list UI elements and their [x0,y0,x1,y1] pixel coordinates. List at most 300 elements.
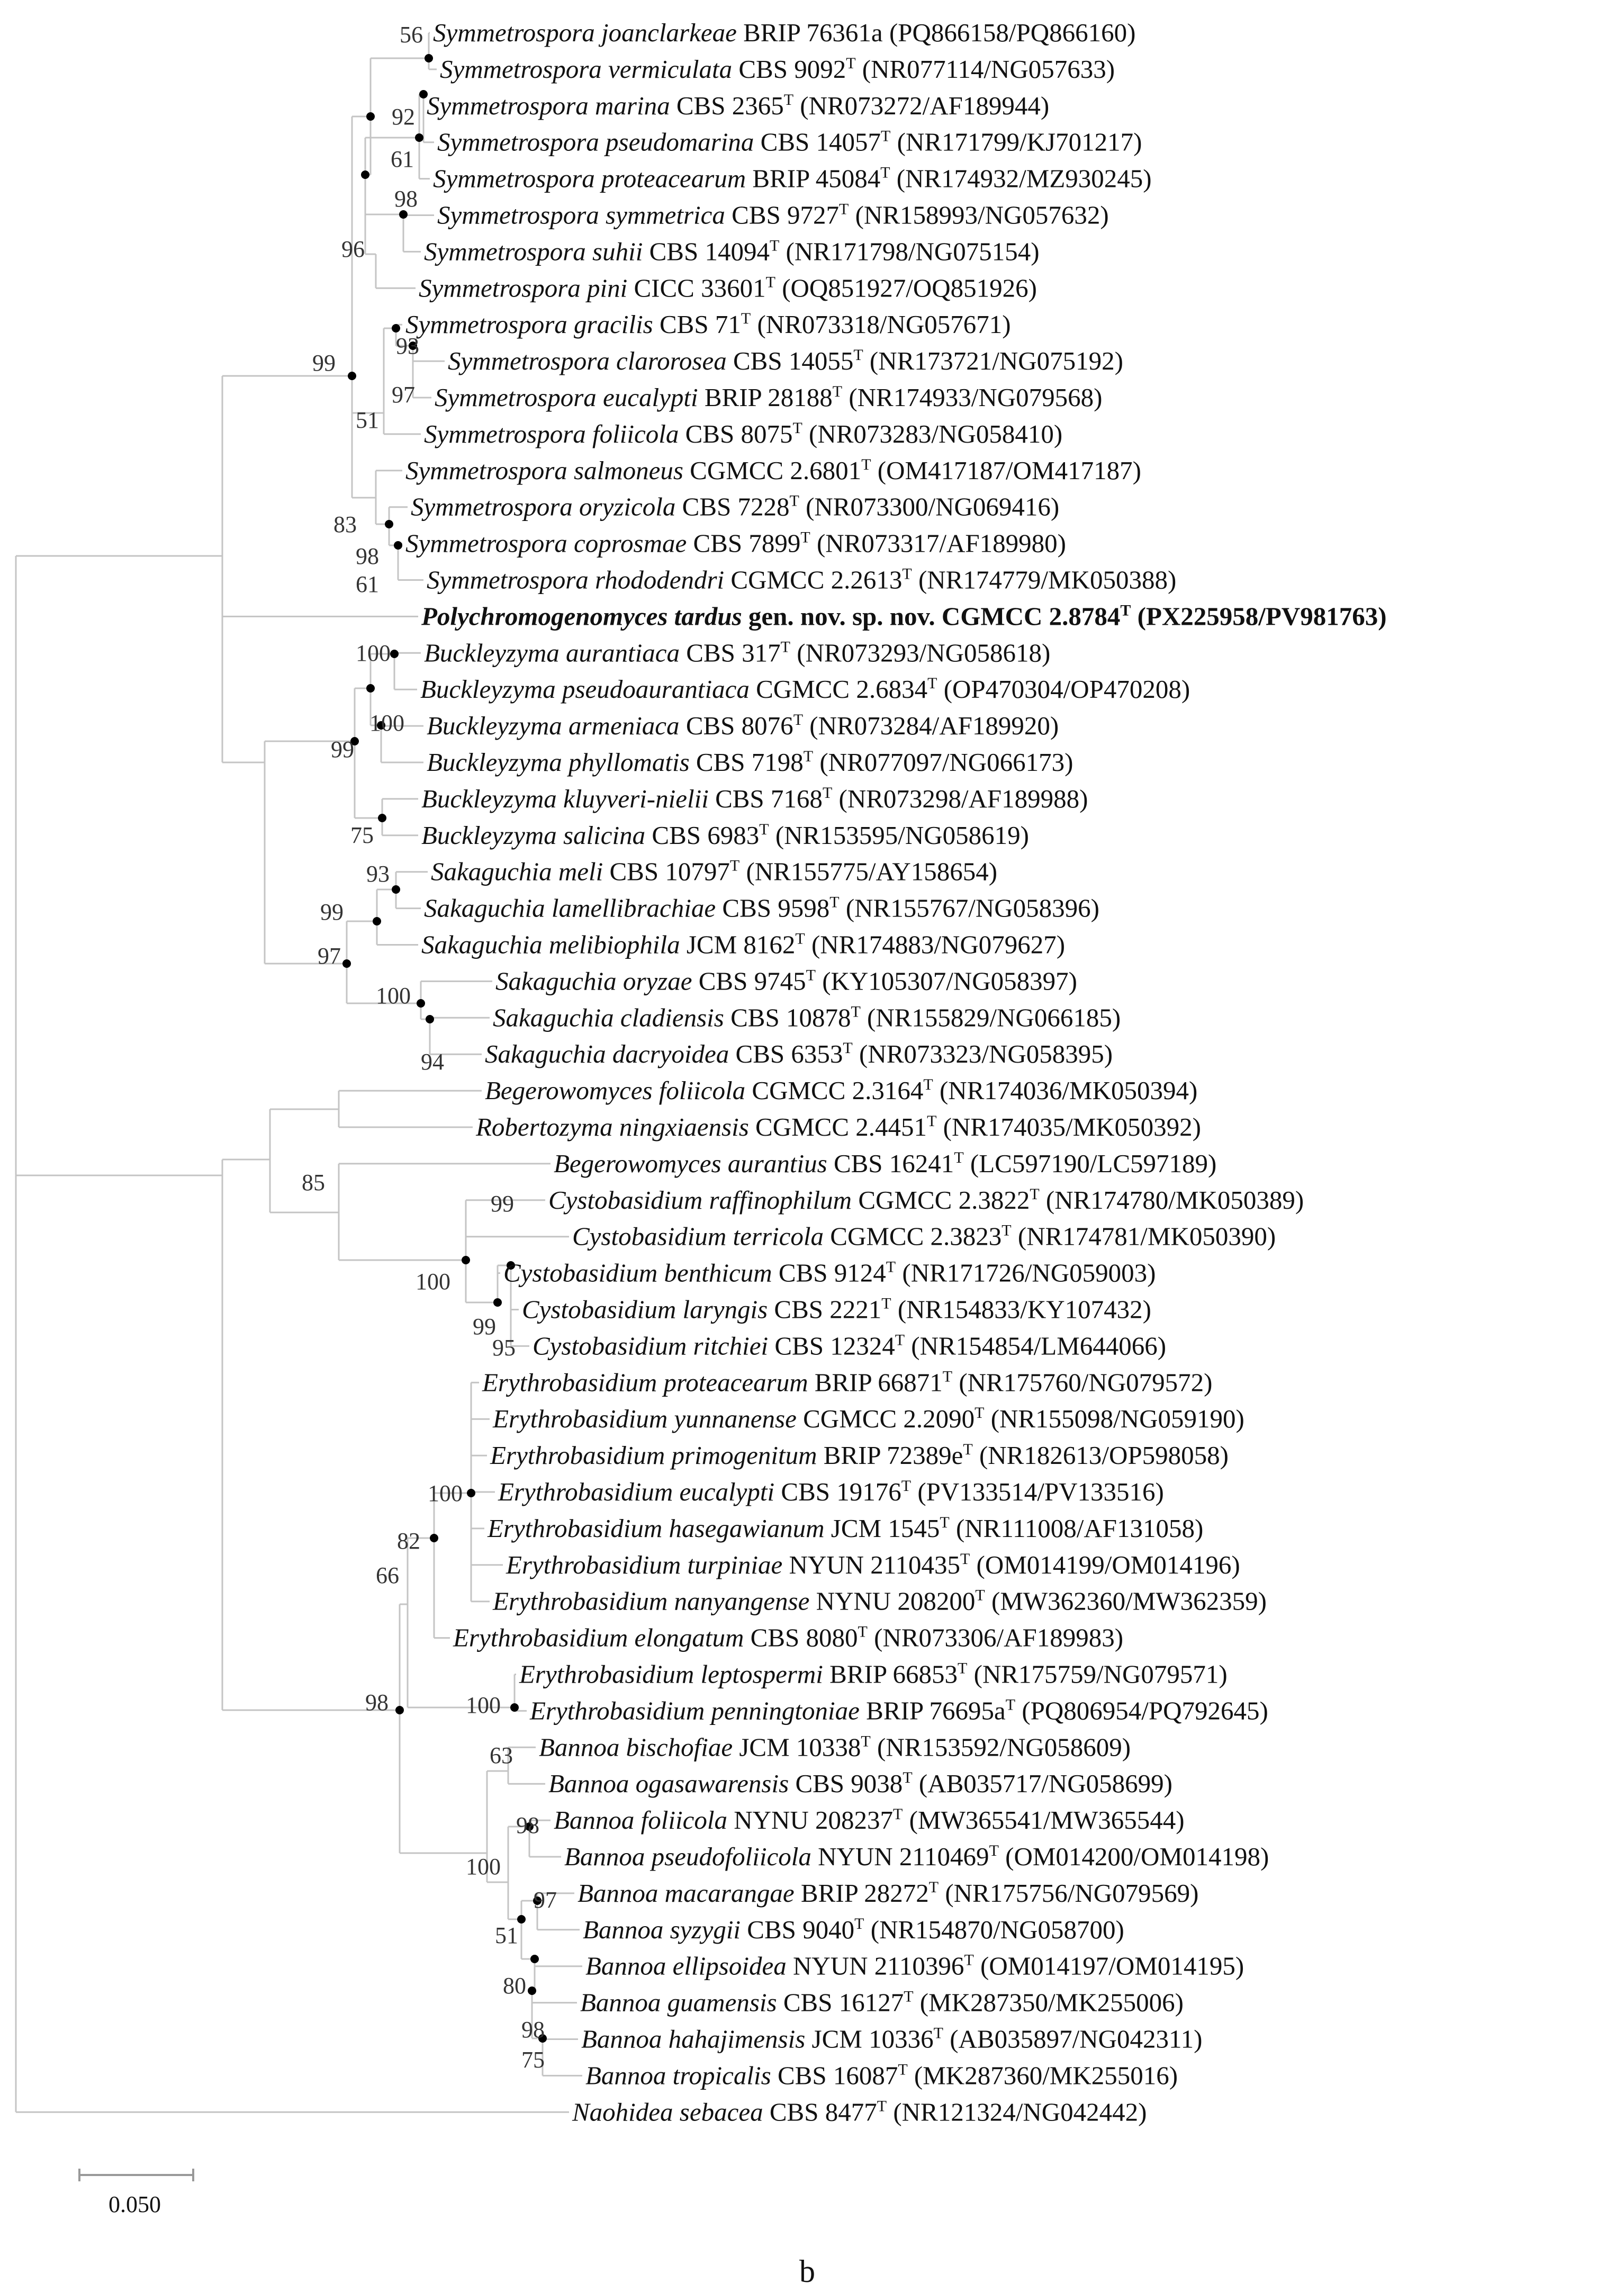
accession-numbers: (NR174780/MK050389) [1039,1185,1304,1215]
bootstrap-value: 51 [356,407,379,433]
scale-bar [79,2169,193,2217]
accession-numbers: (OM417187/OM417187) [871,455,1141,485]
strain-id: CBS 12324 [768,1331,895,1361]
taxon-label [421,821,1029,850]
type-strain-mark: T [964,1951,974,1969]
accession-numbers: (NR173721/NG075192) [863,346,1123,376]
taxon-label [427,91,1049,120]
taxon-label [539,1732,1131,1761]
accession-numbers: (NR073317/AF189980) [810,528,1066,558]
taxon-label [548,1185,1304,1215]
bootstrap-value: 100 [466,1692,501,1718]
species-name: Cystobasidium raffinophilum [548,1185,852,1215]
strain-id: CGMCC 2.6801 [683,455,862,485]
taxon-label [424,894,1099,923]
strain-id: CBS 16087 [771,2061,898,2090]
bootstrap-value: 61 [391,146,414,172]
accession-numbers: (NR111008/AF131058) [949,1513,1204,1543]
strain-id: CBS 8477 [763,2097,877,2127]
type-strain-mark: T [853,346,863,364]
strain-id: CBS 14057 [754,127,881,157]
strain-id: CGMCC 2.2613 [724,565,903,595]
bootstrap-value: 100 [369,710,404,736]
taxon-label [578,1878,1198,1908]
taxon-label [564,1842,1269,1871]
type-strain-mark: T [877,2097,887,2115]
bootstrap-value: 75 [350,822,374,848]
strain-id: CBS 7228 [675,492,790,522]
accession-numbers: (NR153595/NG058619) [769,820,1029,850]
type-strain-mark: T [829,893,840,911]
bootstrap-value: 80 [503,1973,526,1999]
taxon-label [421,784,1088,813]
accession-numbers: (NR182613/OP598058) [972,1441,1229,1470]
taxon-label [482,1368,1212,1397]
taxon-label [437,201,1109,230]
bootstrap-value: 99 [491,1191,514,1217]
type-strain-mark: T [839,200,849,218]
strain-id: CBS 2365 [670,91,784,120]
type-strain-mark: T [1030,1185,1040,1203]
taxon-label [487,1514,1203,1543]
species-name: Symmetrospora pseudomarina [437,127,754,157]
type-strain-mark: T [927,1112,937,1130]
species-name: Bannoa foliicola [554,1805,727,1835]
taxon-label [424,638,1050,667]
accession-numbers: (NR171799/KJ701217) [890,127,1142,157]
species-name: Polychromogenomyces tardus [421,601,742,631]
species-name: Erythrobasidium hasegawianum [488,1513,825,1543]
accession-numbers: (KY105307/NG058397) [815,966,1077,996]
type-strain-mark: T [954,1148,964,1166]
accession-numbers: (NR073272/AF189944) [793,91,1050,120]
strain-id: CICC 33601 [627,273,766,303]
type-strain-mark: T [927,675,937,693]
accession-numbers: (PV133514/PV133516) [911,1477,1164,1506]
type-strain-mark: T [832,383,843,400]
taxon-label [437,128,1142,157]
strain-id: BRIP 72389e [817,1441,963,1470]
species-name: Erythrobasidium primogenitum [490,1441,817,1470]
species-name: Erythrobasidium yunnanense [493,1404,797,1434]
type-strain-mark: T [861,1732,871,1750]
bootstrap-value: 97 [318,943,341,969]
type-strain-mark: T [963,1441,973,1459]
accession-numbers: (OQ851927/OQ851926) [775,273,1037,303]
strain-id: CBS 10878 [724,1003,851,1032]
bootstrap-value: 99 [473,1314,496,1340]
species-name: Begerowomyces foliicola [485,1076,746,1105]
strain-id: CBS 71 [653,310,741,339]
bootstrap-value: 94 [421,1049,444,1075]
bootstrap-value: 63 [490,1742,513,1768]
strain-id: CBS 14055 [726,346,854,376]
strain-id: CBS 9092 [732,54,846,84]
species-name: Symmetrospora vermiculata [440,54,733,84]
taxon-label [493,1003,1121,1032]
taxon-label [421,930,1065,959]
strain-id: CBS 16241 [827,1148,954,1178]
taxon-label [490,1441,1229,1470]
taxon-label [405,456,1141,485]
type-strain-mark: T [843,1039,853,1057]
accession-numbers: (NR171798/NG075154) [779,237,1040,266]
accession-numbers: (PQ866158/PQ866160) [882,18,1136,47]
accession-numbers: (OM014199/OM014196) [970,1550,1240,1579]
bootstrap-value: 99 [312,350,336,376]
accession-numbers: (MK287360/MK255016) [907,2061,1178,2090]
bootstrap-value: 56 [400,22,423,48]
type-strain-mark: T [861,455,871,473]
accession-numbers: (NR154870/NG058700) [864,1915,1124,1944]
species-name: Buckleyzyma salicina [421,820,646,850]
accession-numbers: (NR158993/NG057632) [849,200,1109,230]
type-strain-mark: T [783,91,794,109]
taxon-label [424,237,1040,266]
accession-numbers: (AB035897/NG042311) [943,2024,1203,2054]
node-marker [366,684,375,693]
taxon-label [453,1623,1123,1652]
type-strain-mark: T [893,1805,903,1823]
type-strain-mark: T [854,1915,864,1933]
species-name: Bannoa ogasawarensis [548,1769,789,1799]
type-strain-mark: T [759,820,769,838]
accession-numbers: (MW362360/MW362359) [985,1586,1267,1616]
accession-numbers: (NR073298/AF189988) [832,784,1088,813]
bootstrap-value: 100 [356,640,391,666]
bootstrap-value: 66 [376,1562,399,1588]
bootstrap-value: 100 [428,1480,463,1506]
species-name: Buckleyzyma pseudoaurantiaca [420,675,750,704]
panel-label: b [799,2254,815,2289]
taxon-label [585,1952,1244,1981]
bootstrap-value: 61 [356,571,379,597]
accession-numbers: (NR174035/MK050392) [936,1112,1201,1141]
species-name: Buckleyzyma phyllomatis [427,748,690,777]
node-marker [493,1298,502,1307]
species-name: Symmetrospora joanclarkeae [433,18,737,47]
node-marker [417,999,425,1008]
strain-id: CGMCC 2.3823 [824,1221,1002,1251]
species-name: Erythrobasidium nanyangense [493,1586,810,1616]
accession-numbers: (NR175759/NG079571) [967,1659,1228,1689]
taxon-label [533,1331,1166,1360]
type-strain-mark: T [898,2061,908,2079]
strain-id: CBS 6353 [729,1039,843,1069]
species-name: Bannoa bischofiae [539,1732,733,1762]
strain-id: JCM 10338 [733,1732,861,1762]
taxon-label [503,1259,1156,1288]
species-name: Erythrobasidium penningtoniae [530,1696,860,1725]
type-strain-mark: T [960,1550,970,1568]
node-marker [425,54,433,62]
type-strain-mark: T [901,1477,912,1495]
strain-id: CGMCC 2.4451 [748,1112,927,1141]
strain-id: CBS 7198 [689,748,804,777]
node-marker [530,1955,539,1963]
species-name: Bannoa tropicalis [585,2061,771,2090]
type-strain-mark: T [903,1769,913,1787]
species-name: Bannoa macarangae [578,1878,795,1908]
species-name: Erythrobasidium elongatum [453,1623,744,1652]
species-name: Sakaguchia melibiophila [421,930,680,959]
node-marker [467,1489,475,1497]
strain-id: BRIP 76695a [859,1696,1006,1725]
bootstrap-value: 93 [366,861,390,887]
bootstrap-value: 98 [521,2017,545,2043]
scale-bar-label: 0.050 [109,2191,161,2217]
accession-numbers: (NR174036/MK050394) [933,1076,1198,1105]
accession-numbers: (NR073323/NG058395) [852,1039,1113,1069]
taxon-label [405,310,1011,339]
type-strain-mark: T [729,857,740,875]
strain-id: CGMCC 2.2090 [796,1404,975,1434]
species-name: Erythrobasidium turpiniae [506,1550,783,1579]
accession-numbers: (NR154854/LM644066) [905,1331,1167,1361]
taxon-label [485,1039,1113,1068]
bootstrap-value: 75 [521,2047,545,2073]
taxon-label [405,529,1066,558]
strain-id: CBS 6983 [645,820,760,850]
accession-numbers: (OM014200/OM014198) [998,1842,1269,1871]
node-marker [373,917,381,925]
species-name: Symmetrospora foliicola [424,419,679,448]
type-strain-mark: T [846,54,856,72]
strain-id: BRIP 66853 [823,1659,958,1689]
accession-numbers: (NR175756/NG079569) [939,1878,1199,1908]
type-strain-mark: T [895,1331,905,1349]
accession-numbers: (MW365541/MW365544) [903,1805,1185,1835]
accession-numbers: (NR077097/NG066173) [813,748,1073,777]
strain-id: CBS 16127 [777,1988,904,2017]
species-name: Sakaguchia lamellibrachiae [424,893,716,923]
species-name: Erythrobasidium proteacearum [482,1368,808,1397]
taxon-label [427,711,1059,740]
accession-numbers: (MK287350/MK255006) [913,1988,1184,2017]
taxon-label [435,383,1102,412]
strain-id: CBS 9038 [789,1769,903,1799]
bootstrap-value: 85 [302,1170,325,1196]
accession-numbers: (NR155098/NG059190) [984,1404,1244,1434]
node-marker [415,133,423,142]
strain-id: CBS 8080 [744,1623,858,1652]
strain-id: BRIP 28188 [698,383,833,412]
accession-numbers: (AB035717/NG058699) [912,1769,1172,1799]
taxon-label [495,966,1077,995]
species-name: Symmetrospora symmetrica [437,200,725,230]
species-name: Cystobasidium laryngis [522,1295,768,1324]
taxon-label [427,748,1073,777]
species-name: Sakaguchia cladiensis [493,1003,724,1032]
type-strain-mark: T [933,2024,943,2042]
type-strain-mark: T [769,237,780,255]
strain-id: CGMCC 2.3822 [852,1185,1030,1215]
strain-id: gen. nov. sp. nov. CGMCC 2.8784 [742,601,1121,631]
type-strain-mark: T [780,638,790,656]
species-name: Buckleyzyma kluyveri-nielii [421,784,709,813]
type-strain-mark: T [940,1513,950,1531]
accession-numbers: (NR154833/KY107432) [891,1295,1151,1324]
strain-id: CBS 317 [680,638,781,668]
node-marker [392,324,400,332]
type-strain-mark: T [851,1003,861,1021]
node-marker [378,814,386,822]
taxon-label [475,1112,1201,1141]
type-strain-mark: T [765,273,775,291]
strain-id: CGMCC 2.6834 [749,675,928,704]
accession-numbers: (NR174781/MK050390) [1011,1221,1276,1251]
bootstrap-value: 98 [516,1812,539,1838]
taxon-label [498,1477,1164,1506]
species-name: Sakaguchia oryzae [495,966,692,996]
species-name: Symmetrospora rhododendri [427,565,725,595]
type-strain-mark: T [881,1295,891,1313]
accession-numbers: (LC597190/LC597189) [963,1148,1217,1178]
taxon-label [492,1587,1267,1616]
species-name: Symmetrospora gracilis [405,310,653,339]
strain-id: CBS 10797 [603,857,730,886]
accession-numbers: (OP470304/OP470208) [937,675,1190,704]
strain-id: CBS 8075 [679,419,793,448]
taxon-label [519,1660,1228,1689]
taxon-label [554,1149,1216,1178]
taxon-label [427,565,1176,595]
node-marker [392,885,400,894]
node-marker [366,112,375,121]
taxon-label [581,2025,1202,2054]
bootstrap-value: 98 [365,1689,389,1715]
strain-id: BRIP 76361a [736,18,883,47]
accession-numbers: (NR174933/NG079568) [842,383,1103,412]
accession-numbers: (NR073318/NG057671) [751,310,1011,339]
strain-id: NYNU 208237 [727,1805,894,1835]
node-marker [517,1915,526,1924]
bootstrap-value: 100 [376,983,411,1009]
species-name: Symmetrospora coprosmae [405,528,687,558]
species-name: Begerowomyces aurantius [554,1148,827,1178]
taxon-label [585,2061,1178,2090]
taxon-label [448,346,1123,375]
strain-id: JCM 10336 [805,2024,934,2054]
bootstrap-value: 96 [341,236,365,262]
species-name: Sakaguchia meli [431,857,603,886]
type-strain-mark: T [958,1659,968,1677]
type-strain-mark: T [902,565,912,583]
strain-id: CBS 2221 [768,1295,882,1324]
accession-numbers: (NR073284/AF189920) [803,711,1059,741]
strain-id: CBS 9745 [692,966,806,996]
species-name: Cystobasidium terricola [572,1221,824,1251]
bootstrap-value: 93 [396,333,419,359]
strain-id: CBS 7899 [687,528,801,558]
bootstrap-value: 100 [416,1269,450,1295]
species-name: Cystobasidium benthicum [503,1258,772,1288]
species-name: Bannoa hahajimensis [581,2024,806,2054]
taxon-label [485,1076,1197,1105]
accession-numbers: (NR171726/NG059003) [896,1258,1156,1288]
accession-numbers: (NR073293/NG058618) [790,638,1051,668]
type-strain-mark: T [800,528,810,546]
bootstrap-value: 98 [394,186,418,212]
taxon-label [572,2097,1147,2126]
species-name: Symmetrospora eucalypti [435,383,698,412]
strain-id: CBS 9598 [716,893,830,923]
accession-numbers: (NR174883/NG079627) [805,930,1066,959]
species-name: Symmetrospora suhii [424,237,643,266]
taxon-label [548,1769,1172,1798]
strain-id: JCM 8162 [680,930,796,959]
type-strain-mark: T [1005,1696,1016,1714]
taxon-label [421,601,1387,631]
strain-id: CBS 7168 [708,784,823,813]
taxon-label [433,18,1135,47]
strain-id: BRIP 45084 [746,164,881,193]
bootstrap-value: 51 [495,1922,518,1948]
species-name: Cystobasidium ritchiei [533,1331,769,1361]
species-name: Symmetrospora proteacearum [433,164,746,193]
type-strain-mark: T [806,966,816,984]
node-marker [462,1256,470,1264]
taxon-label [583,1915,1124,1944]
taxon-label [529,1696,1268,1725]
bootstrap-value: 100 [466,1854,501,1880]
type-strain-mark: T [975,1404,985,1422]
strain-id: CGMCC 2.3164 [745,1076,924,1105]
species-name: Bannoa ellipsoidea [585,1951,787,1981]
bootstrap-value: 95 [492,1335,516,1361]
taxon-label [440,55,1115,84]
node-marker [510,1703,519,1712]
node-marker [395,1706,404,1714]
accession-numbers: (PX225958/PV981763) [1131,601,1387,631]
accession-numbers: (NR073300/NG069416) [799,492,1060,522]
species-name: Symmetrospora salmoneus [405,455,683,485]
node-marker [390,650,399,658]
bootstrap-value: 97 [534,1887,557,1913]
accession-numbers: (NR155775/AY158654) [739,857,998,886]
type-strain-mark: T [880,164,890,182]
species-name: Symmetrospora pini [419,273,628,303]
type-strain-mark: T [989,1842,999,1859]
bootstrap-value: 99 [320,899,344,925]
accession-numbers: (NR073283/NG058410) [802,419,1063,448]
taxon-label [424,419,1062,448]
taxon-label [554,1805,1185,1835]
type-strain-mark: T [942,1368,953,1386]
node-marker [426,1015,434,1023]
bootstrap-value: 99 [331,736,354,762]
node-marker [394,541,402,550]
type-strain-mark: T [1120,601,1131,619]
taxon-label [572,1222,1276,1251]
accession-numbers: (OM014197/OM014195) [973,1951,1244,1981]
taxon-label [431,857,997,886]
type-strain-mark: T [793,711,804,729]
strain-id: CBS 14094 [643,237,770,266]
bootstrap-value: 83 [333,511,357,537]
strain-id: CBS 8076 [679,711,793,741]
accession-numbers: (NR155767/NG058396) [839,893,1099,923]
species-name: Sakaguchia dacryoidea [485,1039,729,1069]
species-name: Erythrobasidium leptospermi [519,1659,823,1689]
strain-id: CBS 9040 [741,1915,855,1944]
species-name: Buckleyzyma aurantiaca [424,638,680,668]
node-marker [361,170,369,179]
taxon-label [411,492,1059,522]
species-name: Symmetrospora marina [427,91,670,120]
species-name: Naohidea sebacea [572,2097,763,2127]
strain-id: BRIP 66871 [808,1368,943,1397]
